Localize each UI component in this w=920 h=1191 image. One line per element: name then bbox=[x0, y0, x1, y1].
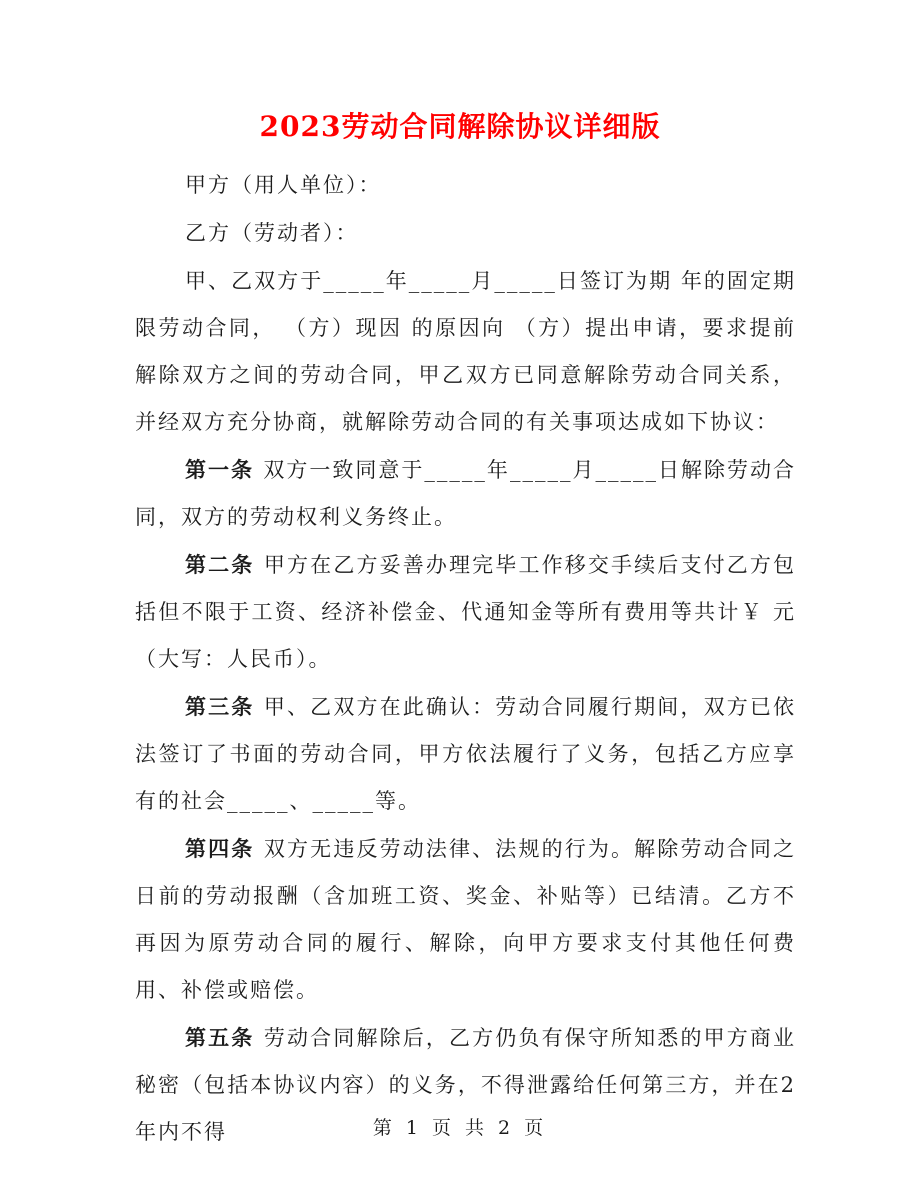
paragraph-clause-2 bbox=[135, 541, 796, 683]
paragraph-clause-1 bbox=[135, 446, 796, 541]
paragraph-preamble bbox=[135, 257, 796, 446]
clause-label: 第三条 bbox=[185, 694, 264, 719]
paragraph-text: 甲、乙双方在此确认：劳动合同履行期间，双方已依法签订了书面的劳动合同，甲方依法履行了义务，包括乙方应享有的社会_____、_____等。 bbox=[135, 695, 797, 813]
clause-label: 第五条 bbox=[185, 1025, 264, 1050]
paragraph-party-b bbox=[135, 209, 796, 257]
document-title: 2023劳动合同解除协议详细版 bbox=[259, 110, 661, 143]
page-number-footer: 第 1 页 共 2 页 bbox=[372, 1117, 548, 1139]
clause-label: 第四条 bbox=[185, 836, 264, 861]
paragraph-party-a bbox=[135, 161, 796, 209]
paragraph-text: 双方无违反劳动法律、法规的行为。解除劳动合同之日前的劳动报酬（含加班工资、奖金、补贴等）已结清。乙方不再因为原劳动合同的履行、解除，向甲方要求支付其他任何费用、补偿或赔偿。 bbox=[135, 837, 797, 1002]
paragraph-text: 乙方（劳动者）： bbox=[185, 221, 359, 245]
paragraph-clause-3 bbox=[135, 683, 796, 825]
clause-label: 第一条 bbox=[185, 457, 264, 482]
paragraph-text: 甲方在乙方妥善办理完毕工作移交手续后支付乙方包括但不限于工资、经济补偿金、代通知金等所有费用等共计￥ 元（大写：人民币）。 bbox=[135, 553, 797, 671]
paragraph-text: 甲方（用人单位）： bbox=[185, 173, 382, 197]
paragraph-text: 甲、乙双方于_____年_____月_____日签订为期 年的固定期限劳动合同， （方）现因 的原因向 （方）提出申请，要求提前解除双方之间的劳动合同，甲乙双方已同意解除劳动合同关系，并经双方充分协商，就解除劳动合同的有关事项达成如下协议： bbox=[135, 269, 796, 434]
paragraph-text: 双方一致同意于_____年_____月_____日解除劳动合同，双方的劳动权利义务终止。 bbox=[135, 458, 797, 529]
paragraph-clause-4 bbox=[135, 825, 796, 1014]
paragraph-text: 劳动合同解除后，乙方仍负有保守所知悉的甲方商业秘密（包括本协议内容）的义务，不得泄露给任何第三方，并在2年内不得 bbox=[135, 1026, 797, 1144]
clause-label: 第二条 bbox=[185, 552, 264, 577]
document-body bbox=[135, 161, 796, 1156]
